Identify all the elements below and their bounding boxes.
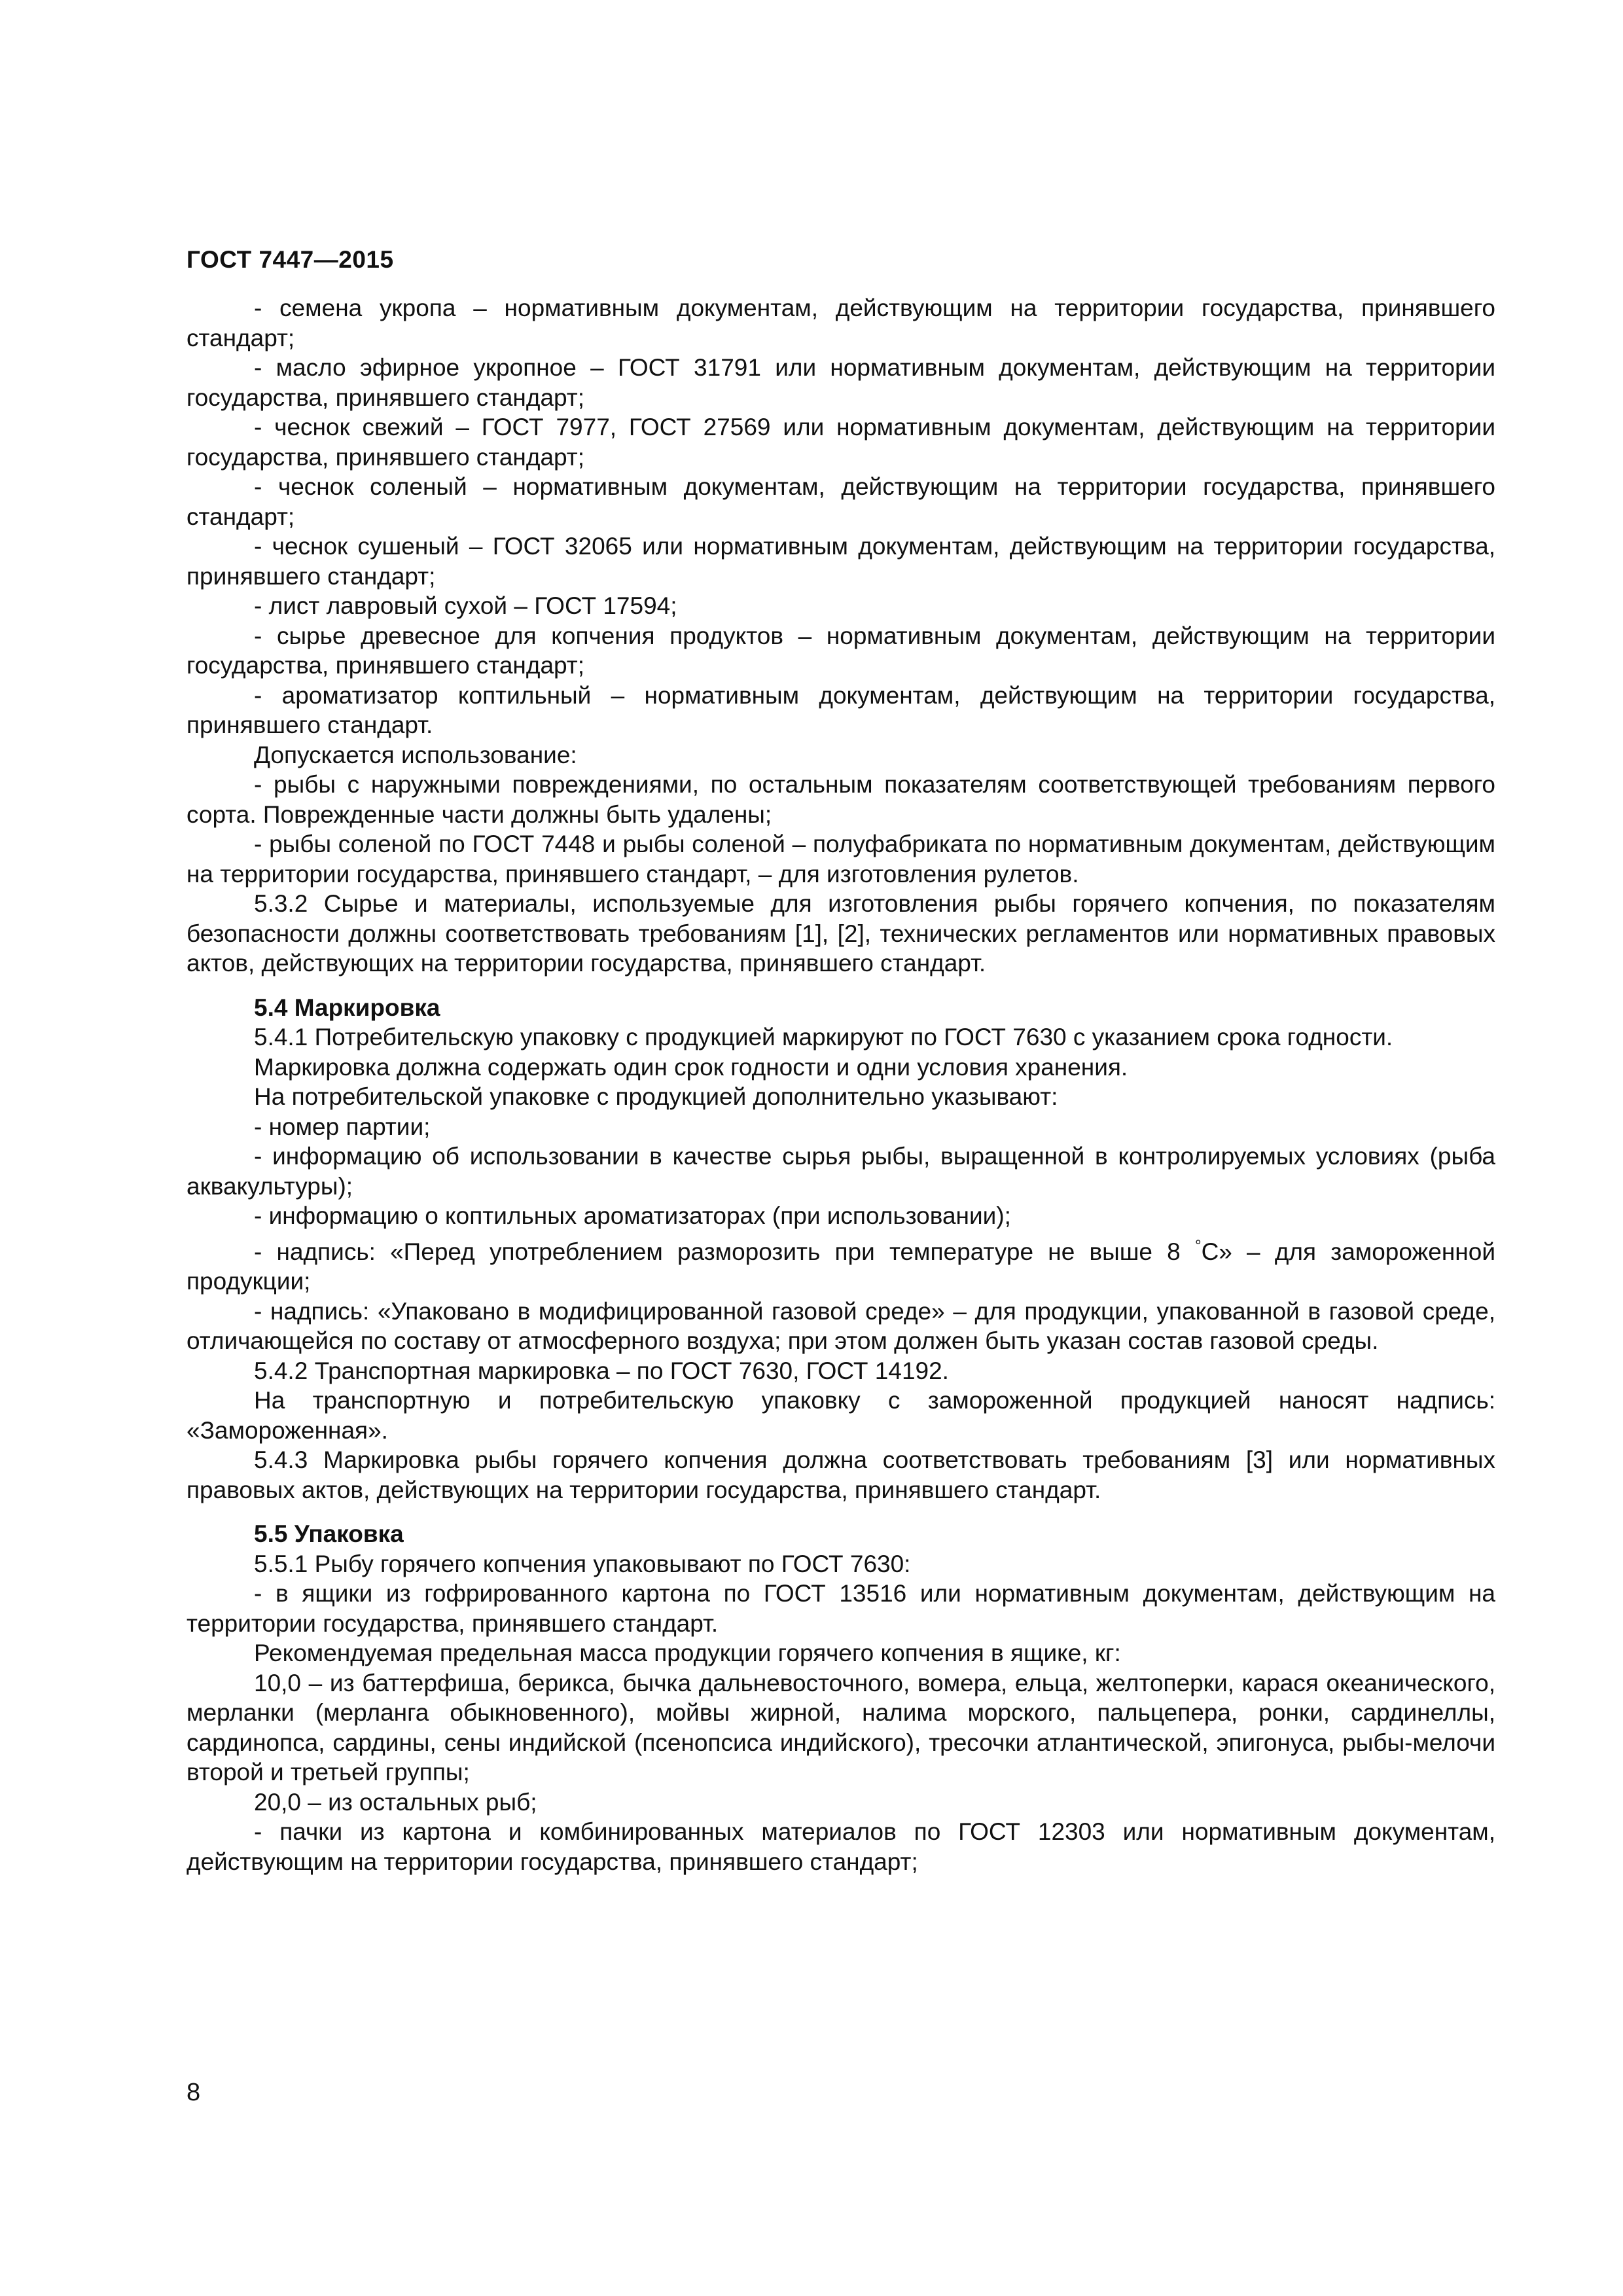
list-item: - рыбы с наружными повреждениями, по остальным показателям соответствующей требованиям первого сорта. Поврежденные части должны быть удалены; [187, 771, 1495, 828]
paragraph: 20,0 – из остальных рыб; [254, 1788, 537, 1816]
clause-5-5-1: 5.5.1 Рыбу горячего копчения упаковывают по ГОСТ 7630: [254, 1550, 911, 1577]
paragraph: 10,0 – из баттерфиша, берикса, бычка дальневосточного, вомера, ельца, желтоперки, карася океанического, мерланки (мерланга обыкновенного), мойвы жирной, налима морского, пальцепера, ронки, сардинеллы, сардинопса, сардины, сены индийской (псенопсиса индийского), тресочки атлантической, эпигонуса, рыбы-мелочи второй и третьей группы; [187, 1669, 1495, 1785]
list-item: - масло эфирное укропное – ГОСТ 31791 или нормативным документам, действующим на территории государства, принявшего стандарт; [187, 354, 1495, 411]
list-item-text: - надпись: «Перед употреблением разморозить при температуре не выше 8 [254, 1238, 1195, 1265]
list-item: - информацию о коптильных ароматизаторах (при использовании); [254, 1202, 1011, 1229]
list-item: - пачки из картона и комбинированных материалов по ГОСТ 12303 или нормативным документам, действующим на территории государства, принявшего стандарт; [187, 1818, 1495, 1875]
list-item: - чеснок свежий – ГОСТ 7977, ГОСТ 27569 или нормативным документам, действующим на территории государства, принявшего стандарт; [187, 414, 1495, 471]
list-item: - рыбы соленой по ГОСТ 7448 и рыбы соленой – полуфабриката по нормативным документам, действующим на территории государства, принявшего стандарт, – для изготовления рулетов. [187, 831, 1495, 888]
section-heading-5-4: 5.4 Маркировка [254, 994, 440, 1021]
list-item-text: С» – для замороженной продукции; [187, 1238, 1495, 1295]
clause-5-4-1: 5.4.1 Потребительскую упаковку с продукцией маркируют по ГОСТ 7630 с указанием срока годности. [254, 1024, 1393, 1050]
page-number: 8 [187, 2079, 201, 2106]
paragraph: Рекомендуемая предельная масса продукции горячего копчения в ящике, кг: [254, 1640, 1121, 1666]
list-item [187, 1231, 1495, 1297]
list-item: - надпись: «Упаковано в модифицированной газовой среде» – для продукции, упакованной в газовой среде, отличающейся по составу от атмосферного воздуха; при этом должен быть указан состав газовой среды. [187, 1297, 1495, 1354]
paragraph: На потребительской упаковке с продукцией дополнительно указывают: [254, 1083, 1058, 1110]
clause-5-3-2: 5.3.2 Сырье и материалы, используемые для изготовления рыбы горячего копчения, по показателям безопасности должны соответствовать требованиям [1], [2], технических регламентов или нормативных правовых актов, действующих на территории государства, принявшего стандарт. [187, 890, 1495, 977]
document-body [187, 293, 1495, 1876]
list-item: - сырье древесное для копчения продуктов – нормативным документам, действующим на территории государства, принявшего стандарт; [187, 622, 1495, 679]
degree-sign: ° [1194, 1236, 1202, 1255]
clause-5-4-2: 5.4.2 Транспортная маркировка – по ГОСТ 7630, ГОСТ 14192. [254, 1357, 949, 1384]
list-item: - лист лавровый сухой – ГОСТ 17594; [254, 592, 677, 619]
list-item: - чеснок соленый – нормативным документам, действующим на территории государства, принявшего стандарт; [187, 473, 1495, 530]
list-item: - информацию об использовании в качестве сырья рыбы, выращенной в контролируемых условиях (рыба аквакультуры); [187, 1143, 1495, 1200]
clause-5-4-3: 5.4.3 Маркировка рыбы горячего копчения должна соответствовать требованиям [3] или нормативных правовых актов, действующих на территории государства, принявшего стандарт. [187, 1446, 1495, 1503]
list-item: - ароматизатор коптильный – нормативным документам, действующим на территории государства, принявшего стандарт. [187, 681, 1495, 738]
paragraph: На транспортную и потребительскую упаковку с замороженной продукцией наносят надпись: «Замороженная». [187, 1387, 1495, 1444]
list-item: - чеснок сушеный – ГОСТ 32065 или нормативным документам, действующим на территории государства, принявшего стандарт; [187, 533, 1495, 590]
list-item: - номер партии; [254, 1113, 431, 1140]
section-heading-5-5: 5.5 Упаковка [254, 1520, 404, 1547]
list-item: - в ящики из гофрированного картона по ГОСТ 13516 или нормативным документам, действующим на территории государства, принявшего стандарт. [187, 1580, 1495, 1637]
list-item: - семена укропа – нормативным документам, действующим на территории государства, принявшего стандарт; [187, 295, 1495, 351]
document-header: ГОСТ 7447—2015 [187, 246, 394, 273]
paragraph: Маркировка должна содержать один срок годности и одни условия хранения. [254, 1053, 1128, 1081]
paragraph: Допускается использование: [254, 741, 577, 768]
